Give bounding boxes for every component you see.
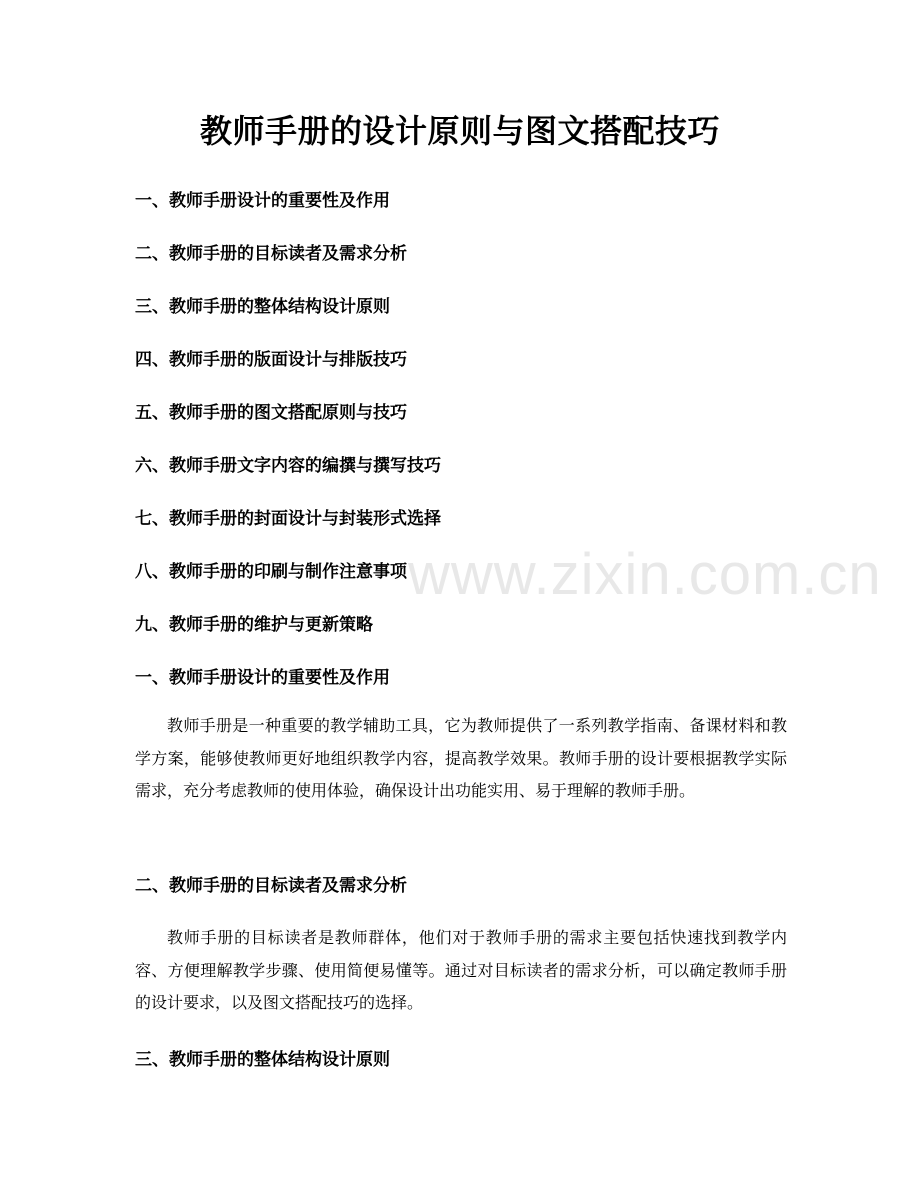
toc-item: 五、教师手册的图文搭配原则与技巧 — [135, 403, 407, 423]
toc-item: 三、教师手册的整体结构设计原则 — [135, 297, 390, 317]
toc-item: 七、教师手册的封面设计与封装形式选择 — [135, 509, 441, 529]
toc-item: 六、教师手册文字内容的编撰与撰写技巧 — [135, 456, 441, 476]
toc-item: 九、教师手册的维护与更新策略 — [135, 615, 373, 635]
section-heading: 二、教师手册的目标读者及需求分析 — [135, 876, 407, 896]
toc-item: 八、教师手册的印刷与制作注意事项 — [135, 562, 407, 582]
section-heading: 三、教师手册的整体结构设计原则 — [135, 1050, 390, 1070]
watermark: www.zixin.com.cn — [408, 542, 882, 607]
toc-item: 一、教师手册设计的重要性及作用 — [135, 191, 390, 211]
toc-item: 二、教师手册的目标读者及需求分析 — [135, 244, 407, 264]
table-of-contents — [135, 186, 795, 663]
document-title: 教师手册的设计原则与图文搭配技巧 — [199, 112, 720, 150]
toc-item: 四、教师手册的版面设计与排版技巧 — [135, 350, 407, 370]
section-heading: 一、教师手册设计的重要性及作用 — [135, 668, 390, 688]
section-body: 教师手册的目标读者是教师群体，他们对于教师手册的需求主要包括快速找到教学内容、方便理解教学步骤、使用简便易懂等。通过对目标读者的需求分析，可以确定教师手册的设计要求，以及图文搭配技巧的选择。 — [135, 928, 787, 1012]
section-body: 教师手册是一种重要的教学辅助工具，它为教师提供了一系列教学指南、备课材料和教学方案，能够使教师更好地组织教学内容，提高教学效果。教师手册的设计要根据教学实际需求，充分考虑教师的使用体验，确保设计出功能实用、易于理解的教师手册。 — [135, 716, 787, 800]
